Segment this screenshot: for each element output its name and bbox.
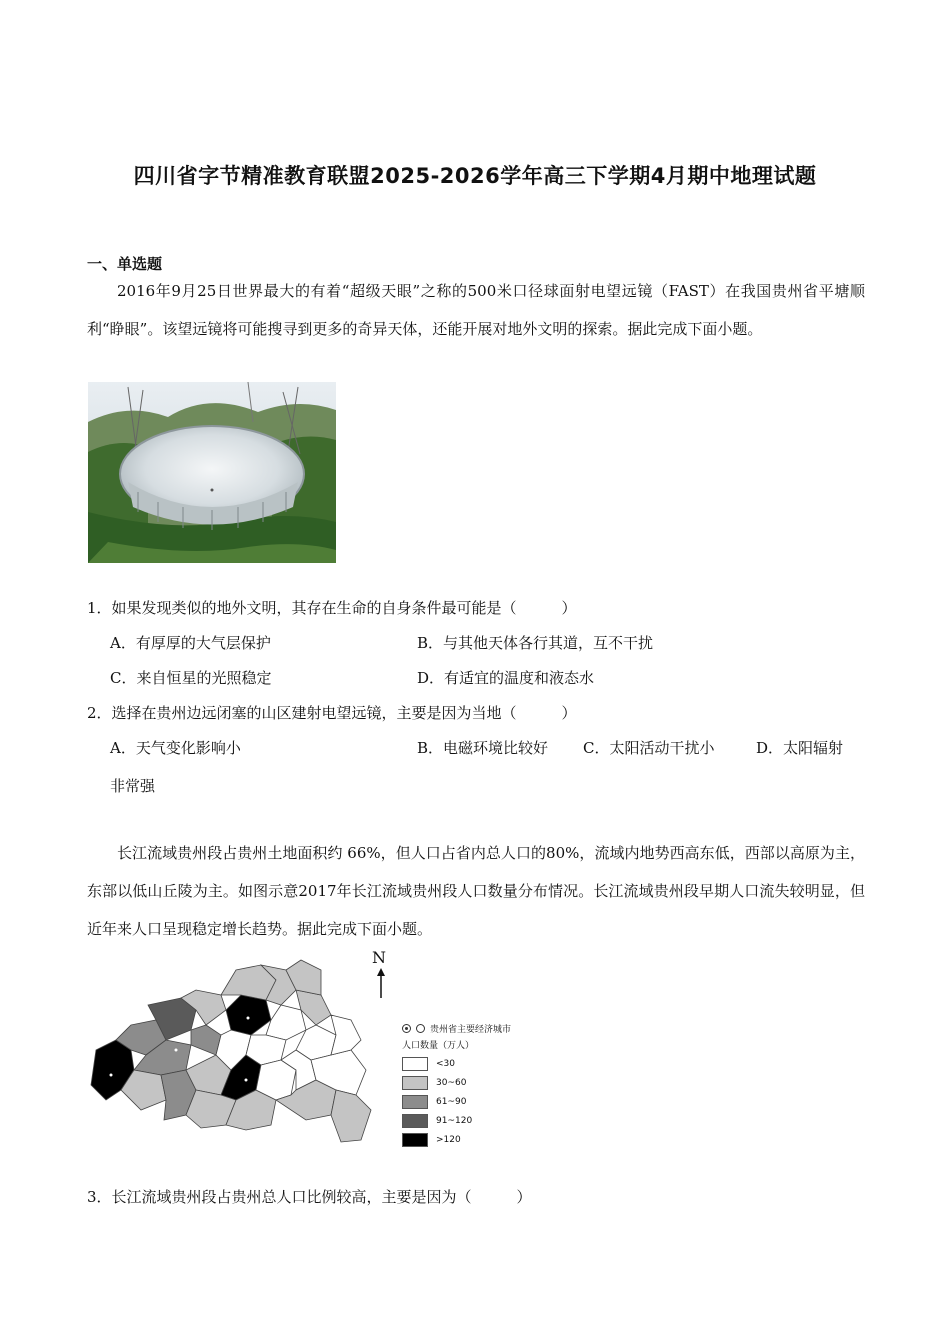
fast-telescope-photo — [88, 382, 336, 563]
question-3-stem: 3．长江流域贵州段占贵州总人口比例较高，主要是因为（ ） — [87, 1188, 532, 1206]
city-dot-hollow-icon — [416, 1024, 425, 1033]
map-legend — [402, 1018, 552, 1149]
page-title: 四川省字节精准教育联盟2025-2026学年高三下学期4月期中地理试题 — [133, 164, 817, 188]
legend-row — [402, 1073, 552, 1092]
north-label: N — [372, 948, 386, 967]
legend-row — [402, 1054, 552, 1073]
legend-swatch — [402, 1095, 428, 1109]
guizhou-population-map — [86, 950, 376, 1145]
legend-row — [402, 1111, 552, 1130]
question-1-option-c[interactable]: C．来自恒星的光照稳定 — [110, 669, 272, 687]
question-1-option-d[interactable]: D．有适宜的温度和液态水 — [417, 669, 595, 687]
question-1-stem: 1．如果发现类似的地外文明，其存在生命的自身条件最可能是（ ） — [87, 599, 577, 617]
north-arrow-icon — [374, 968, 388, 1000]
legend-row — [402, 1092, 552, 1111]
question-2-option-c[interactable]: C．太阳活动干扰小 — [583, 739, 715, 757]
legend-swatch — [402, 1133, 428, 1147]
legend-title: 人口数量（万人） — [402, 1041, 475, 1051]
legend-swatch — [402, 1114, 428, 1128]
question-2-option-a[interactable]: A．天气变化影响小 — [110, 739, 241, 757]
legend-label: >120 — [436, 1134, 461, 1145]
legend-swatch — [402, 1057, 428, 1071]
legend-label: 30~60 — [436, 1077, 467, 1088]
legend-city-label: 贵州省主要经济城市 — [430, 1024, 512, 1035]
section-heading: 一、单选题 — [87, 255, 163, 273]
question-2-option-b[interactable]: B．电磁环境比较好 — [417, 739, 549, 757]
question-1-option-b[interactable]: B．与其他天体各行其道，互不干扰 — [417, 634, 654, 652]
passage-guizhou: 长江流域贵州段占贵州土地面积约 66%，但人口占省内总人口的80%，流域内地势西高东低，西部以高原为主，东部以低山丘陵为主。如图示意2017年长江流域贵州段人口数量分布情况。长江流域贵州段早期人口流失较明显，但近年来人口呈现稳定增长趋势。据此完成下面小题。 — [87, 844, 865, 938]
legend-label: 61~90 — [436, 1096, 467, 1107]
legend-label: <30 — [436, 1058, 455, 1069]
north-arrow — [366, 948, 396, 1000]
question-2-stem: 2．选择在贵州边远闭塞的山区建射电望远镜，主要是因为当地（ ） — [87, 704, 577, 722]
question-1-option-a[interactable]: A．有厚厚的大气层保护 — [110, 634, 271, 652]
legend-city-row — [402, 1018, 552, 1038]
question-2-option-d-continued: 非常强 — [110, 777, 156, 795]
question-2-option-d[interactable]: D．太阳辐射 — [756, 739, 844, 757]
city-dot-filled-icon — [402, 1024, 411, 1033]
passage-fast: 2016年9月25日世界最大的有着“超级天眼”之称的500米口径球面射电望远镜（FAST）在我国贵州省平塘顺利“睁眼”。该望远镜将可能搜寻到更多的奇异天体，还能开展对地外文明的探索。据此完成下面小题。 — [87, 282, 865, 338]
legend-row — [402, 1130, 552, 1149]
legend-label: 91~120 — [436, 1115, 473, 1126]
legend-swatch — [402, 1076, 428, 1090]
